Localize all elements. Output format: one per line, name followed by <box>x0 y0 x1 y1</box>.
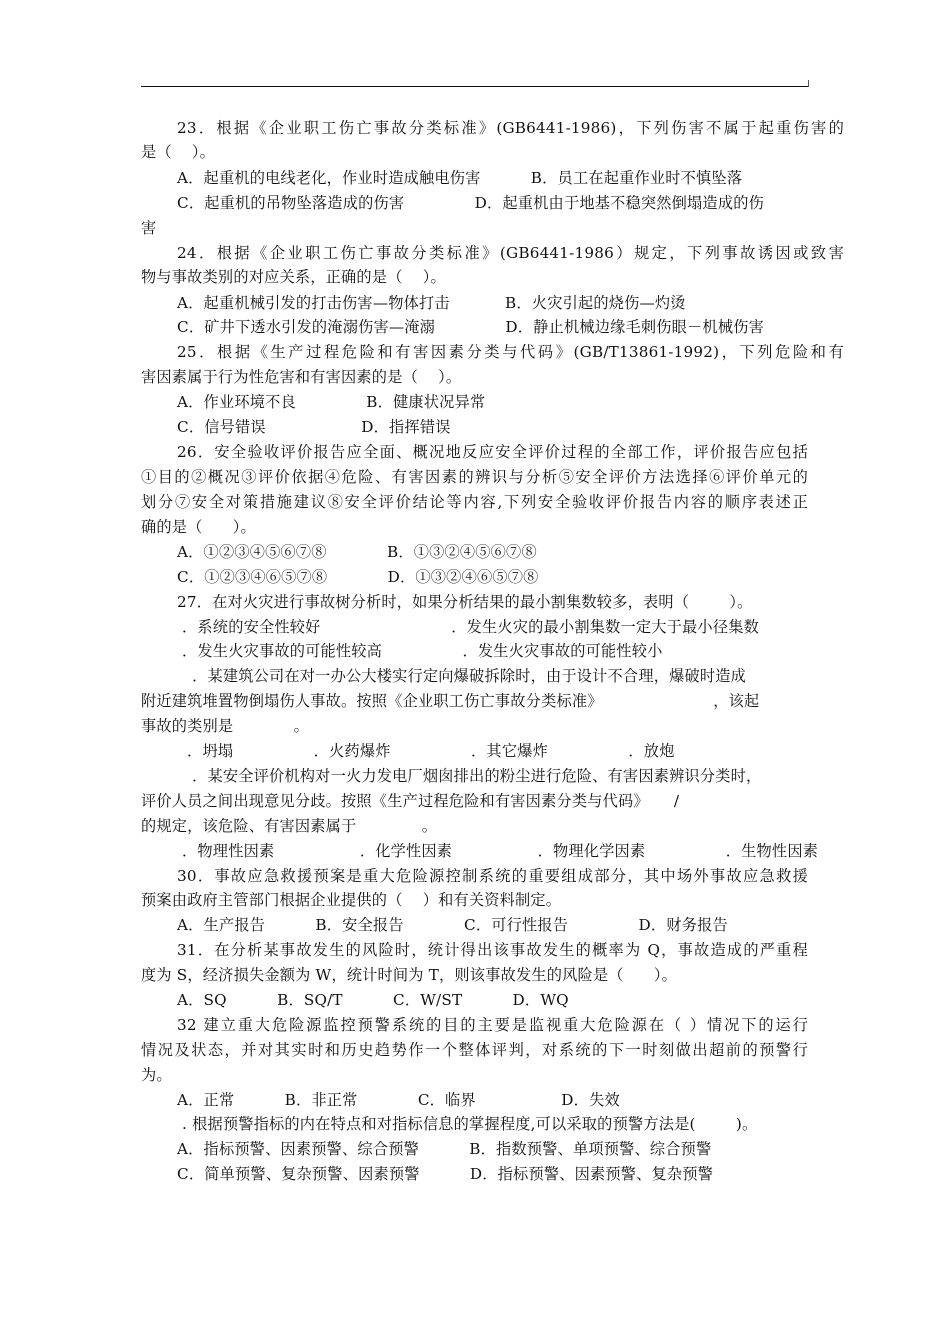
header-rule <box>141 86 808 87</box>
q24-options-cd: C．矿井下透水引发的淹溺伤害—淹溺 D．静止机械边缘毛刺伤眼－机械伤害 <box>177 318 764 336</box>
q27-options-cd: ．发生火灾事故的可能性较高 ．发生火灾事故的可能性较小 <box>177 642 663 660</box>
q24-options-ab: A．起重机械引发的打击伤害—物体打击 B．火灾引起的烧伤—灼烫 <box>177 294 686 312</box>
q26-stem-line-3: 划分⑦安全对策措施建议⑧安全评价结论等内容,下列安全验收评价报告内容的顺序表述正 <box>141 493 808 511</box>
q24-stem-line-1: 24．根据《企业职工伤亡事故分类标准》(GB6441-1986）规定，下列事故诱因或致害 <box>177 244 844 262</box>
q25-stem-line-2: 害因素属于行为性危害和有害因素的是（ ）。 <box>141 368 462 386</box>
q29-options: ．物理性因素 ．化学性因素 ．物理化学因素 ．生物性因素 <box>177 842 819 860</box>
q24-stem-line-2: 物与事故类别的对应关系，正确的是（ ）。 <box>141 268 446 286</box>
q26-options-cd: C．①②③④⑥⑤⑦⑧ D．①③②④⑥⑤⑦⑧ <box>177 568 539 586</box>
q28-stem-line-3: 事故的类别是 。 <box>141 717 310 735</box>
q33-options-cd: C．简单预警、复杂预警、因素预警 D．指标预警、因素预警、复杂预警 <box>177 1165 714 1183</box>
q23-stem-line-1: 23．根据《企业职工伤亡事故分类标准》(GB6441-1986)，下列伤害不属于起重伤害的 <box>177 119 844 137</box>
q32-options: A．正常 B．非正常 C．临界 D．失效 <box>177 1091 620 1109</box>
q23-options-cd: C．起重机的吊物坠落造成的伤害 D．起重机由于地基不稳突然倒塌造成的伤 <box>177 194 764 212</box>
header-rule-tick <box>808 80 809 87</box>
q26-options-ab: A．①②③④⑤⑥⑦⑧ B．①③②④⑤⑥⑦⑧ <box>177 543 537 561</box>
q27-options-ab: ．系统的安全性较好 ．发生火灾的最小割集数一定大于最小径集数 <box>177 618 759 636</box>
q26-stem-line-4: 确的是（ ）。 <box>141 518 256 536</box>
q25-options-cd: C．信号错误 D．指挥错误 <box>177 418 451 436</box>
q25-options-ab: A．作业环境不良 B．健康状况异常 <box>177 393 486 411</box>
q31-stem-line-2: 度为 S，经济损失金额为 W，统计时间为 T，则该事故发生的风险是（ ）。 <box>141 966 678 984</box>
q26-stem-line-2: ①目的②概况③评价依据④危险、有害因素的辨识与分析⑤安全评价方法选择⑥评价单元的 <box>141 468 808 486</box>
q29-stem-line-1: ．某安全评价机构对一火力发电厂烟囱排出的粉尘进行危险、有害因素辨识分类时， <box>177 767 762 785</box>
q33-stem: . 根据预警指标的内在特点和对指标信息的掌握程度,可以采取的预警方法是( )。 <box>177 1115 758 1133</box>
q23-options-cd-wrap: 害 <box>141 219 157 237</box>
q29-stem-line-3: 的规定，该危险、有害因素属于 。 <box>141 817 438 835</box>
q31-stem-line-1: 31．在分析某事故发生的风险时，统计得出该事故发生的概率为 Q，事故造成的严重程 <box>177 941 808 959</box>
q30-stem-line-1: 30．事故应急救援预案是重大危险源控制系统的重要组成部分，其中场外事故应急救援 <box>177 867 808 885</box>
q31-options: A．SQ B．SQ/T C．W/ST D．WQ <box>177 991 569 1009</box>
q28-stem-line-2: 附近建筑堆置物倒塌伤人事故。按照《企业职工伤亡事故分类标准》 ，该起 <box>141 692 760 710</box>
q32-stem-line-1: 32 建立重大危险源监控预警系统的目的主要是监视重大危险源在（ ）情况下的运行 <box>177 1016 808 1034</box>
q33-options-ab: A．指标预警、因素预警、综合预警 B．指数预警、单项预警、综合预警 <box>177 1140 712 1158</box>
q23-stem-line-2: 是（ ）。 <box>141 143 216 161</box>
q32-stem-line-2: 情况及状态，并对其实时和历史趋势作一个整体评判，对系统的下一时刻做出超前的预警行 <box>141 1041 808 1059</box>
q28-options: ．坍塌 ．火药爆炸 ．其它爆炸 ．放炮 <box>177 742 675 760</box>
q23-options-ab: A．起重机的电线老化，作业时造成触电伤害 B．员工在起重作业时不慎坠落 <box>177 169 743 187</box>
q30-stem-line-2: 预案由政府主管部门根据企业提供的（ ）和有关资料制定。 <box>141 891 562 909</box>
q28-stem-line-1: ．某建筑公司在对一办公大楼实行定向爆破拆除时，由于设计不合理，爆破时造成 <box>177 667 747 685</box>
q25-stem-line-1: 25．根据《生产过程危险和有害因素分类与代码》(GB/T13861-1992)，下列危险和有 <box>177 343 844 361</box>
q27-stem: 27．在对火灾进行事故树分析时，如果分析结果的最小割集数较多，表明（ ）。 <box>177 593 753 611</box>
q29-stem-line-2: 评价人员之间出现意见分歧。按照《生产过程危险和有害因素分类与代码》 / <box>141 792 680 810</box>
q32-stem-line-3: 为。 <box>141 1066 172 1084</box>
q26-stem-line-1: 26．安全验收评价报告应全面、概况地反应安全评价过程的全部工作，评价报告应包括 <box>177 443 808 461</box>
q30-options: A．生产报告 B．安全报告 C．可行性报告 D．财务报告 <box>177 916 728 934</box>
